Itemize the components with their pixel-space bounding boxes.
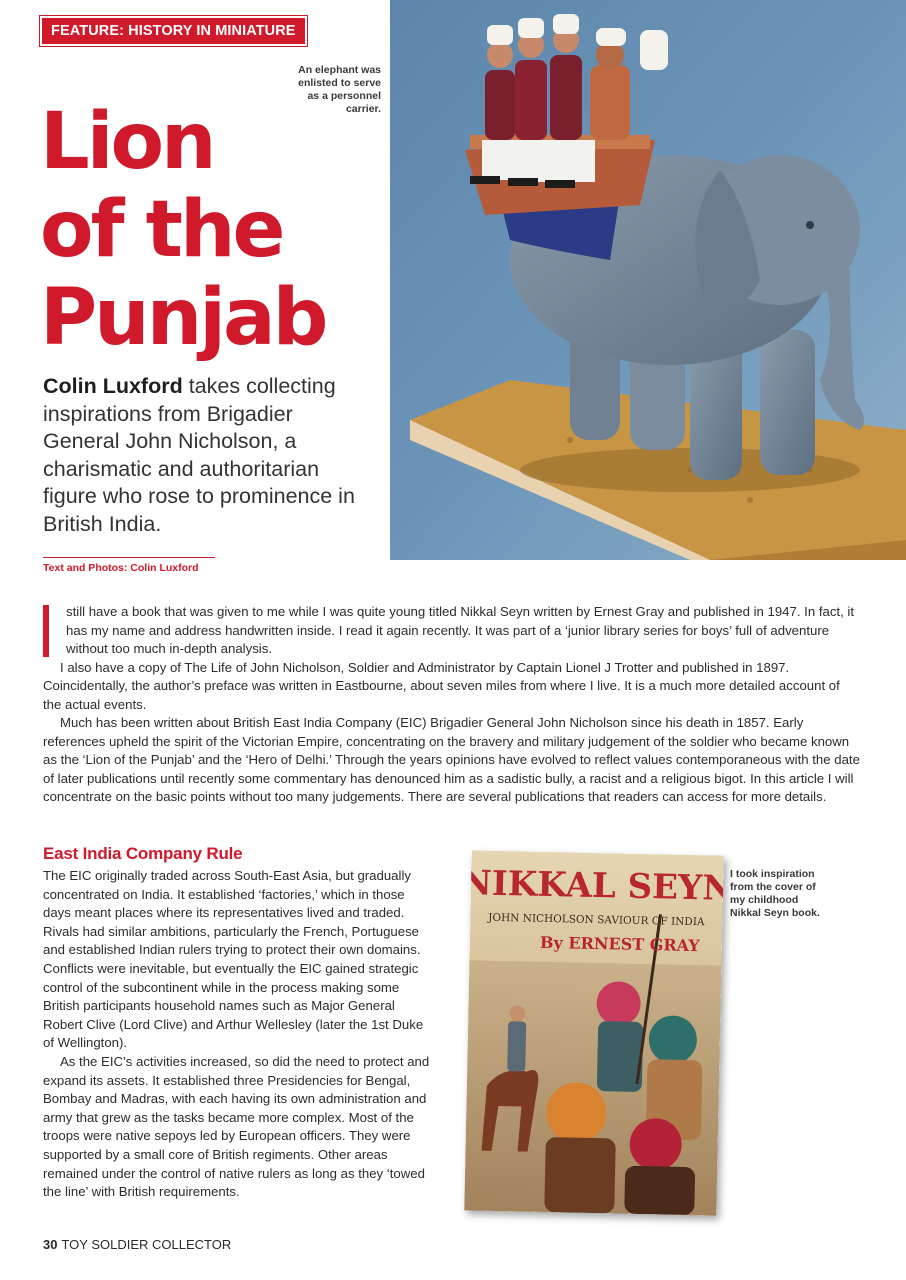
standfirst-text: takes collecting inspirations from Brigadier General John Nicholson, a charismatic and authoritarian figure who rose to prominence in British India. [43,374,355,536]
book-caption-line: I took inspiration [730,868,815,880]
title-line: of the [40,185,283,275]
cover-title: NIKKAL SEYN [464,863,724,909]
photo-caption-line: enlisted to serve [298,77,381,89]
intro-paragraph-text: still have a book that was given to me while I was quite young titled Nikkal Seyn written by Ernest Gray and published in 1947. In fact, it has my name and address handwritten inside. I read it again recently. It was part of a ‘junior library series for boys’ full of adventure without too much in-depth analysis. [66,604,855,656]
photo-caption-line: as a personnel [307,90,381,102]
body-paragraph: The EIC originally traded across South-East Asia, but gradually concentrated on India. It established ‘factories,’ which in those days meant places where its representatives lived and traded. Rivals had similar ambitions, particularly the French, Portuguese and established Indian rulers trying to protect their own domains. Conflicts were inevitable, but eventually the EIC gained strategic control of the subcontinent while in the process making some British participants household names such as Major General Robert Clive (Lord Clive) and Arthur Wellesley (later the 1st Duke of Wellington). [43,868,424,1051]
standfirst [43,373,363,538]
title-line: Punjab [40,273,326,363]
drop-cap-i [43,605,49,657]
intro-paragraph: I also have a copy of The Life of John Nicholson, Soldier and Administrator by Captain Lionel J Trotter and published in 1897. Coincidentally, the author’s preface was written in Eastbourne, about seven miles from where I live. It is a much more detailed account of the actual events. [43,659,840,712]
magazine-name: TOY SOLDIER COLLECTOR [61,1237,232,1252]
title-line: Lion [40,97,214,187]
page-footer [43,1237,231,1252]
intro-paragraph: Much has been written about British East India Company (EIC) Brigadier General John Nicholson since his death in 1857. Early references upheld the spirit of the Victorian Empire, concentrating on the bravery and military judgement of the soldier who became known as the ‘Lion of the Punjab’ and the ‘Hero of Delhi.’ Through the years opinions have evolved to reflect values contemporaneous with the date of later publications until recently some commentary has denounced him as a sadistic bully, a racist and a religious bigot. In this article I will concentrate on the basic points without too many judgements. There are several publications that readers can access for more details. [43,715,860,804]
credit: Text and Photos: Colin Luxford [43,562,199,574]
photo-caption-line: carrier. [345,103,381,115]
book-caption [730,868,830,920]
cover-subtitle: JOHN NICHOLSON SAVIOUR OF INDIA [488,911,705,929]
cover-author: By ERNEST GRAY [539,932,700,956]
intro-text [43,603,861,807]
section-heading: East India Company Rule [43,844,243,863]
elephant-photo [390,0,906,560]
standfirst-author: Colin Luxford [43,374,183,398]
article-title [40,98,325,362]
page-number: 30 [43,1237,58,1252]
section-body [43,867,435,1202]
book-caption-line: Nikkal Seyn book. [730,907,820,919]
feature-tag: FEATURE: HISTORY IN MINIATURE [42,18,305,44]
book-caption-line: my childhood [730,894,799,906]
credit-rule [43,557,215,558]
book-cover-photo [464,850,723,1215]
intro-paragraph [43,603,861,659]
photo-caption-line: An elephant was [298,64,381,76]
body-paragraph: As the EIC’s activities increased, so did the need to protect and expand its assets. It established three Presidencies for Bengal, Bombay and Madras, with each having its own administration and army that grew as the tasks became more complex. Most of the troops were native sepoys led by European officers. They were supported by a small core of British regiments. Other areas remained under the control of native rulers as long as they ‘towed the line’ with British requirements. [43,1053,430,1200]
book-caption-line: from the cover of [730,881,816,893]
